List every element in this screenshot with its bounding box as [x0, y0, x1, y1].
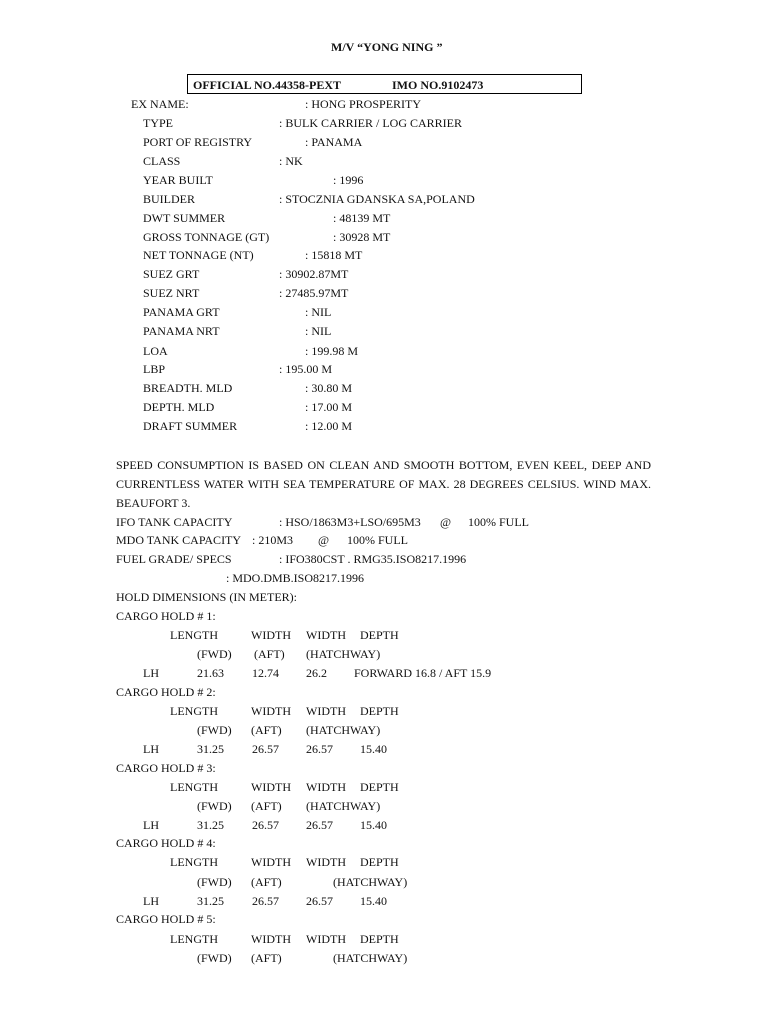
- particular-label-lbp: LBP: [143, 362, 166, 376]
- col-header-length: LENGTH: [170, 704, 218, 718]
- col-sub-hatchway: (HATCHWAY): [306, 723, 381, 737]
- particular-label-draft: DRAFT SUMMER: [143, 419, 238, 433]
- particular-value-dwt: : 48139 MT: [333, 211, 391, 225]
- official-number: OFFICIAL NO.44358-PEXT: [193, 78, 342, 92]
- cell-width-fwd: 26.57: [252, 894, 279, 908]
- col-sub-hatchway: (HATCHWAY): [333, 951, 408, 965]
- particular-value-port: : PANAMA: [305, 135, 363, 149]
- particular-value-gt: : 30928 MT: [333, 230, 391, 244]
- col-header-length: LENGTH: [170, 855, 218, 869]
- col-sub-aft: (AFT): [251, 875, 282, 889]
- cargo-hold-title: CARGO HOLD # 3:: [116, 761, 216, 775]
- col-sub-fwd: (FWD): [197, 799, 232, 813]
- cell-width-fwd: 26.57: [252, 818, 279, 832]
- particular-label-class: CLASS: [143, 154, 181, 168]
- fuel-grade-value: : IFO380CST . RMG35.ISO8217.1996: [279, 552, 467, 566]
- col-header-width-fwd: WIDTH: [251, 704, 291, 718]
- mdo-tank-value: : 210M3: [252, 533, 294, 547]
- col-header-width-fwd: WIDTH: [251, 628, 291, 642]
- particular-label-type: TYPE: [143, 116, 173, 130]
- fuel-grade-label: FUEL GRADE/ SPECS: [116, 552, 232, 566]
- cell-length: 31.25: [197, 894, 224, 908]
- cell-width-aft: 26.2: [306, 666, 327, 680]
- col-header-width-aft: WIDTH: [306, 704, 346, 718]
- cell-width-fwd: 12.74: [252, 666, 279, 680]
- col-header-length: LENGTH: [170, 932, 218, 946]
- cargo-hold-title: CARGO HOLD # 5:: [116, 912, 216, 926]
- particular-value-type: : BULK CARRIER / LOG CARRIER: [279, 116, 463, 130]
- col-header-depth: DEPTH: [360, 780, 399, 794]
- particular-value-panama-grt: : NIL: [305, 305, 332, 319]
- cell-width-aft: 26.57: [306, 818, 333, 832]
- col-sub-hatchway: (HATCHWAY): [333, 875, 408, 889]
- col-header-width-aft: WIDTH: [306, 780, 346, 794]
- col-header-depth: DEPTH: [360, 628, 399, 642]
- mdo-tank-full: 100% FULL: [347, 533, 408, 547]
- hold-dimensions-header: HOLD DIMENSIONS (IN METER):: [116, 590, 297, 604]
- particular-value-depth: : 17.00 M: [305, 400, 353, 414]
- col-sub-hatchway: (HATCHWAY): [306, 647, 381, 661]
- particular-value-suez-nrt: : 27485.97MT: [279, 286, 349, 300]
- particular-label-year-built: YEAR BUILT: [143, 173, 213, 187]
- col-header-width-aft: WIDTH: [306, 932, 346, 946]
- ifo-tank-label: IFO TANK CAPACITY: [116, 515, 233, 529]
- particular-value-draft: : 12.00 M: [305, 419, 353, 433]
- col-header-depth: DEPTH: [360, 932, 399, 946]
- col-header-width-aft: WIDTH: [306, 855, 346, 869]
- col-header-length: LENGTH: [170, 780, 218, 794]
- particular-value-lbp: : 195.00 M: [279, 362, 333, 376]
- document-title: M/V “YONG NING ”: [331, 40, 443, 54]
- particular-label-suez-nrt: SUEZ NRT: [143, 286, 200, 300]
- ifo-tank-full: 100% FULL: [468, 515, 529, 529]
- col-header-depth: DEPTH: [360, 855, 399, 869]
- col-header-depth: DEPTH: [360, 704, 399, 718]
- particular-label-dwt: DWT SUMMER: [143, 211, 226, 225]
- cell-depth: 15.40: [360, 894, 387, 908]
- col-header-width-aft: WIDTH: [306, 628, 346, 642]
- particular-value-ex-name: : HONG PROSPERITY: [305, 97, 422, 111]
- particular-label-builder: BUILDER: [143, 192, 195, 206]
- cell-width-fwd: 26.57: [252, 742, 279, 756]
- particular-value-nt: : 15818 MT: [305, 248, 363, 262]
- cell-length: 31.25: [197, 742, 224, 756]
- col-sub-hatchway: (HATCHWAY): [306, 799, 381, 813]
- mdo-tank-at: @: [318, 533, 330, 547]
- row-label-lh: LH: [143, 894, 159, 908]
- particular-label-ex-name: EX NAME:: [131, 97, 189, 111]
- ifo-tank-value: : HSO/1863M3+LSO/695M3: [279, 515, 421, 529]
- fuel-grade-value-mdo: : MDO.DMB.ISO8217.1996: [226, 571, 365, 585]
- col-header-width-fwd: WIDTH: [251, 855, 291, 869]
- col-sub-fwd: (FWD): [197, 875, 232, 889]
- cargo-hold-title: CARGO HOLD # 2:: [116, 685, 216, 699]
- cargo-hold-title: CARGO HOLD # 4:: [116, 836, 216, 850]
- col-sub-aft: (AFT): [251, 799, 282, 813]
- particular-label-breadth: BREADTH. MLD: [143, 381, 233, 395]
- particular-value-breadth: : 30.80 M: [305, 381, 353, 395]
- particular-value-suez-grt: : 30902.87MT: [279, 267, 349, 281]
- imo-number: IMO NO.9102473: [392, 78, 484, 92]
- particular-label-nt: NET TONNAGE (NT): [143, 248, 254, 262]
- col-sub-aft: (AFT): [251, 951, 282, 965]
- particular-value-loa: : 199.98 M: [305, 344, 359, 358]
- col-header-width-fwd: WIDTH: [251, 780, 291, 794]
- speed-consumption-paragraph: SPEED CONSUMPTION IS BASED ON CLEAN AND SMOOTH BOTTOM, EVEN KEEL, DEEP AND CURRENTLESS WATER WITH SEA TEMPERATURE OF MAX. 28 DEGREES CELSIUS. WIND MAX. BEAUFORT 3.: [116, 458, 651, 510]
- cell-width-aft: 26.57: [306, 894, 333, 908]
- col-header-length: LENGTH: [170, 628, 218, 642]
- particular-value-class: : NK: [279, 154, 303, 168]
- col-sub-fwd: (FWD): [197, 647, 232, 661]
- particular-value-builder: : STOCZNIA GDANSKA SA,POLAND: [279, 192, 475, 206]
- col-sub-fwd: (FWD): [197, 951, 232, 965]
- particular-label-loa: LOA: [143, 344, 168, 358]
- particular-label-port: PORT OF REGISTRY: [143, 135, 253, 149]
- cell-length: 31.25: [197, 818, 224, 832]
- cell-length: 21.63: [197, 666, 224, 680]
- particular-label-suez-grt: SUEZ GRT: [143, 267, 200, 281]
- cell-width-aft: 26.57: [306, 742, 333, 756]
- cell-depth: 15.40: [360, 742, 387, 756]
- row-label-lh: LH: [143, 666, 159, 680]
- row-label-lh: LH: [143, 818, 159, 832]
- particular-label-gt: GROSS TONNAGE (GT): [143, 230, 270, 244]
- mdo-tank-label: MDO TANK CAPACITY: [116, 533, 242, 547]
- cargo-hold-title: CARGO HOLD # 1:: [116, 609, 216, 623]
- cell-depth: 15.40: [360, 818, 387, 832]
- official-number-box: [187, 74, 582, 94]
- col-sub-aft: (AFT): [251, 723, 282, 737]
- ifo-tank-at: @: [440, 515, 452, 529]
- particular-label-panama-grt: PANAMA GRT: [143, 305, 220, 319]
- particular-label-panama-nrt: PANAMA NRT: [143, 324, 220, 338]
- col-sub-fwd: (FWD): [197, 723, 232, 737]
- cell-depth: FORWARD 16.8 / AFT 15.9: [354, 666, 492, 680]
- particular-label-depth: DEPTH. MLD: [143, 400, 215, 414]
- col-header-width-fwd: WIDTH: [251, 932, 291, 946]
- row-label-lh: LH: [143, 742, 159, 756]
- particular-value-year-built: : 1996: [333, 173, 364, 187]
- particular-value-panama-nrt: : NIL: [305, 324, 332, 338]
- col-sub-aft: (AFT): [254, 647, 285, 661]
